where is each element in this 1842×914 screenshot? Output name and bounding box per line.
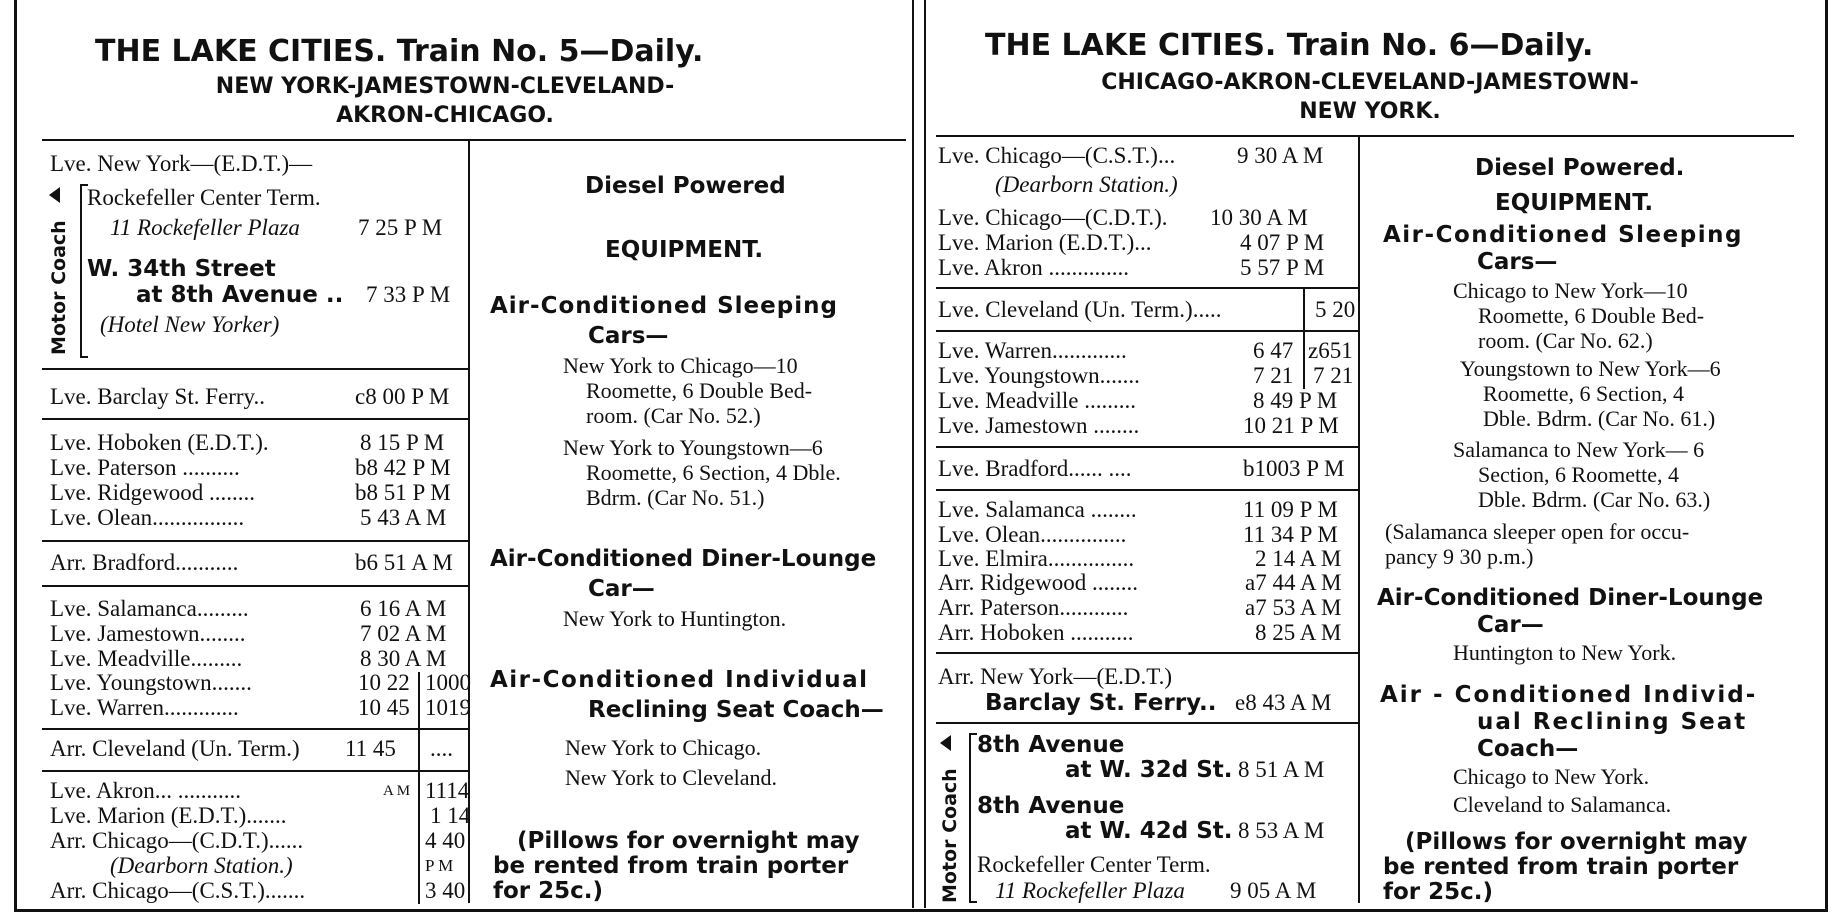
- stop-rockefeller-plaza: 11 Rockefeller Plaza: [995, 878, 1185, 903]
- time-cleveland-alt: ....: [430, 736, 453, 761]
- stop-ridgewood: Arr. Ridgewood ........: [938, 570, 1138, 595]
- sleeping-car-1-cont: Roomette, 6 Double Bed-: [1478, 303, 1705, 328]
- rule: [42, 585, 468, 587]
- sleeping-car-1: Chicago to New York—10: [1453, 278, 1688, 303]
- coach-route-2: New York to Cleveland.: [565, 765, 778, 790]
- time-chicago-cst: 9 30 A M: [1237, 143, 1324, 168]
- sleeping-car-2-cont: Roomette, 6 Section, 4: [1483, 381, 1685, 406]
- rule: [42, 540, 468, 542]
- time-jamestown: 7 02 A M: [360, 621, 447, 646]
- time-marion: 4 07 P M: [1240, 230, 1325, 255]
- column-rule-short: [1303, 289, 1305, 389]
- coach-heading-2: ual Reclining Seat: [1477, 709, 1748, 735]
- train-6-subtitle-line1: CHICAGO-AKRON-CLEVELAND-JAMESTOWN-: [1101, 70, 1639, 95]
- time-chicago-cdt: 10 30 A M: [1210, 205, 1308, 230]
- train-6-column-rule: [1358, 137, 1360, 903]
- diner-route: Huntington to New York.: [1453, 640, 1677, 665]
- stop-chicago-cst: Arr. Chicago—(C.S.T.).......: [50, 878, 306, 903]
- sleeping-car-1-cont2: room. (Car No. 52.): [586, 403, 761, 428]
- rule: [936, 330, 1358, 332]
- train-6-header-rule: [936, 135, 1794, 137]
- stop-akron: Lve. Akron... ...........: [50, 778, 242, 803]
- time-meadville: 8 49 P M: [1253, 388, 1338, 413]
- stop-hoboken: Arr. Hoboken ...........: [938, 620, 1134, 645]
- motor-coach-label: Motor Coach: [939, 768, 961, 903]
- rule: [936, 446, 1358, 448]
- sleeping-car-2: Youngstown to New York—6: [1460, 356, 1721, 381]
- center-divider-left: [912, 0, 914, 908]
- stop-cleveland: Lve. Cleveland (Un. Term.).....: [938, 297, 1222, 322]
- stop-bradford: Arr. Bradford...........: [50, 550, 239, 575]
- rule: [42, 728, 468, 730]
- stop-new-york: Arr. New York—(E.D.T.): [938, 664, 1173, 689]
- time-youngstown-alt: 7 21: [1313, 363, 1354, 388]
- sleeping-car-3: Salamanca to New York— 6: [1453, 437, 1705, 462]
- stop-warren: Lve. Warren.............: [50, 695, 239, 720]
- stop-8th-avenue: at 8th Avenue ..: [136, 282, 344, 308]
- rule: [936, 489, 1358, 491]
- time-w-42d-st: 8 53 A M: [1238, 818, 1325, 843]
- diesel-powered-label: Diesel Powered: [585, 173, 786, 199]
- sleeping-cars-heading-2: Cars—: [1477, 249, 1558, 275]
- time-rockefeller-plaza: 9 05 A M: [1230, 878, 1317, 903]
- diesel-powered-label: Diesel Powered.: [1475, 155, 1685, 181]
- stop-w-34th-street: W. 34th Street: [87, 256, 276, 282]
- sleeping-car-2-cont: Roomette, 6 Section, 4 Dble.: [586, 460, 841, 485]
- coach-route-1: New York to Chicago.: [565, 735, 762, 760]
- train-5-subtitle-line2: AKRON-CHICAGO.: [336, 103, 554, 128]
- stop-8th-avenue-32d: 8th Avenue: [977, 732, 1125, 758]
- stop-cleveland: Arr. Cleveland (Un. Term.): [50, 736, 300, 761]
- stop-marion: Lve. Marion (E.D.T.).......: [50, 803, 287, 828]
- time-ridgewood: a7 44 A M: [1245, 570, 1342, 595]
- time-chicago-cdt: 4 40: [425, 828, 466, 853]
- train-5-subtitle-line1: NEW YORK-JAMESTOWN-CLEVELAND-: [215, 74, 675, 99]
- stop-youngstown: Lve. Youngstown.......: [938, 363, 1140, 388]
- time-akron-alt: 1114: [425, 778, 470, 803]
- stop-jamestown: Lve. Jamestown ........: [938, 413, 1140, 438]
- stop-salamanca: Lve. Salamanca.........: [50, 596, 249, 621]
- stop-w-42d-st: at W. 42d St.: [1065, 818, 1233, 844]
- stop-meadville: Lve. Meadville .........: [938, 388, 1137, 413]
- sleeping-car-1: New York to Chicago—10: [563, 353, 798, 378]
- stop-barclay-ferry: Lve. Barclay St. Ferry..: [50, 384, 266, 409]
- stop-dearborn: (Dearborn Station.): [110, 853, 293, 878]
- time-8th-avenue: 7 33 P M: [366, 282, 451, 307]
- stop-ridgewood: Lve. Ridgewood ........: [50, 480, 256, 505]
- rule: [936, 287, 1358, 289]
- rule: [936, 652, 1358, 654]
- sleeping-car-1-cont: Roomette, 6 Double Bed-: [586, 378, 813, 403]
- stop-warren: Lve. Warren.............: [938, 338, 1127, 363]
- time-barclay-ferry: e8 43 A M: [1235, 690, 1332, 715]
- time-salamanca: 11 09 P M: [1243, 497, 1338, 522]
- column-rule-short: [418, 672, 420, 904]
- stop-chicago-cdt: Lve. Chicago—(C.D.T.).: [938, 205, 1168, 230]
- train-5-title: THE LAKE CITIES. Train No. 5—Daily.: [95, 34, 704, 69]
- rule: [42, 770, 468, 772]
- arrow-left-icon: [940, 735, 951, 751]
- time-youngstown: 7 21: [1253, 363, 1294, 388]
- diner-lounge-heading: Air-Conditioned Diner-Lounge: [490, 546, 877, 572]
- stop-olean: Lve. Olean...............: [938, 522, 1127, 547]
- stop-rockefeller-center: Rockefeller Center Term.: [87, 185, 321, 210]
- time-salamanca: 6 16 A M: [360, 596, 447, 621]
- motor-coach-label: Motor Coach: [48, 220, 70, 355]
- stop-hoboken: Lve. Hoboken (E.D.T.).: [50, 430, 269, 455]
- stop-paterson: Lve. Paterson ..........: [50, 455, 240, 480]
- time-akron: 5 57 P M: [1240, 255, 1325, 280]
- time-paterson: b8 42 P M: [355, 455, 451, 480]
- train-5-header-rule: [42, 139, 906, 141]
- sleeping-car-2-cont2: Bdrm. (Car No. 51.): [586, 485, 765, 510]
- diner-lounge-heading: Air-Conditioned Diner-Lounge: [1377, 585, 1764, 611]
- train-6-title: THE LAKE CITIES. Train No. 6—Daily.: [985, 28, 1594, 63]
- sleeping-cars-heading: Air-Conditioned Sleeping: [1383, 222, 1743, 248]
- pillows-note-1: (Pillows for overnight may: [1405, 829, 1748, 855]
- sleeping-car-2: New York to Youngstown—6: [563, 435, 823, 460]
- time-cleveland: 11 45: [345, 736, 396, 761]
- stop-elmira: Lve. Elmira...............: [938, 546, 1135, 571]
- time-ridgewood: b8 51 P M: [355, 480, 451, 505]
- motor-coach-bracket: [969, 733, 977, 903]
- time-akron: A M: [383, 783, 411, 799]
- equipment-heading: EQUIPMENT.: [605, 237, 764, 263]
- time-warren-alt: 1019: [425, 695, 471, 720]
- center-divider-right: [924, 0, 926, 908]
- time-olean: 5 43 A M: [360, 505, 447, 530]
- coach-route-2: Cleveland to Salamanca.: [1453, 792, 1672, 817]
- stop-jamestown: Lve. Jamestown........: [50, 621, 246, 646]
- time-youngstown: 10 22: [358, 670, 410, 695]
- time-marion: 1 14: [430, 803, 471, 828]
- time-elmira: 2 14 A M: [1255, 546, 1342, 571]
- time-rockefeller-plaza: 7 25 P M: [358, 215, 443, 240]
- equipment-heading: EQUIPMENT.: [1495, 190, 1654, 216]
- time-cleveland: 5 20: [1315, 297, 1356, 322]
- time-olean: 11 34 P M: [1243, 522, 1338, 547]
- stop-olean: Lve. Olean................: [50, 505, 245, 530]
- stop-marion: Lve. Marion (E.D.T.)...: [938, 230, 1152, 255]
- time-hoboken: 8 15 P M: [360, 430, 445, 455]
- pillows-note-2: be rented from train porter: [1383, 854, 1739, 880]
- time-barclay-ferry: c8 00 P M: [355, 384, 450, 409]
- rule: [42, 368, 468, 370]
- stop-paterson: Arr. Paterson............: [938, 595, 1129, 620]
- pillows-note-1: (Pillows for overnight may: [517, 828, 860, 854]
- time-bradford: b6 51 A M: [355, 550, 453, 575]
- sleeping-cars-heading: Air-Conditioned Sleeping: [490, 293, 838, 319]
- rule: [936, 722, 1358, 724]
- stop-barclay-ferry: Barclay St. Ferry..: [985, 690, 1217, 716]
- rule: [42, 418, 468, 420]
- time-warren: 10 45: [358, 695, 410, 720]
- stop-youngstown: Lve. Youngstown.......: [50, 670, 252, 695]
- stop-rockefeller-center: Rockefeller Center Term.: [977, 852, 1211, 877]
- stop-8th-avenue-42d: 8th Avenue: [977, 793, 1125, 819]
- diner-lounge-heading-2: Car—: [588, 576, 655, 602]
- stop-bradford: Lve. Bradford...... ....: [938, 456, 1132, 481]
- sleeping-car-3-cont: Section, 6 Roomette, 4: [1478, 462, 1680, 487]
- time-youngstown-alt: 1000: [425, 670, 471, 695]
- coach-route-1: Chicago to New York.: [1453, 764, 1650, 789]
- arrow-left-icon: [49, 187, 60, 203]
- time-warren: 6 47: [1253, 338, 1294, 363]
- pillows-note-2: be rented from train porter: [493, 853, 849, 879]
- sleeping-cars-heading-2: Cars—: [588, 323, 669, 349]
- time-dearborn-pm: P M: [425, 856, 454, 875]
- coach-heading-3: Coach—: [1477, 736, 1579, 762]
- time-meadville: 8 30 A M: [360, 646, 447, 671]
- pillows-note-3: for 25c.): [1383, 879, 1494, 905]
- stop-chicago-cst: Lve. Chicago—(C.S.T.)...: [938, 143, 1176, 168]
- stop-hotel-new-yorker: (Hotel New Yorker): [100, 312, 280, 337]
- occupancy-note: (Salamanca sleeper open for occu-: [1385, 519, 1690, 544]
- stop-chicago-cdt: Arr. Chicago—(C.D.T.)......: [50, 828, 304, 853]
- train-6-subtitle-line2: NEW YORK.: [1299, 99, 1441, 124]
- coach-heading: Air-Conditioned Individual: [490, 667, 869, 693]
- pillows-note-3: for 25c.): [493, 878, 604, 904]
- time-warren-alt: z651: [1308, 338, 1353, 363]
- stop-akron: Lve. Akron ..............: [938, 255, 1130, 280]
- time-w-32d-st: 8 51 A M: [1238, 757, 1325, 782]
- sleeping-car-2-cont2: Dble. Bdrm. (Car No. 61.): [1483, 406, 1716, 431]
- coach-heading: Air - Conditioned Individ-: [1380, 682, 1758, 708]
- time-hoboken: 8 25 A M: [1255, 620, 1342, 645]
- diner-lounge-heading-2: Car—: [1477, 612, 1544, 638]
- stop-meadville: Lve. Meadville.........: [50, 646, 243, 671]
- occupancy-note-cont: pancy 9 30 p.m.): [1385, 544, 1534, 569]
- stop-salamanca: Lve. Salamanca ........: [938, 497, 1137, 522]
- stop-new-york: Lve. New York—(E.D.T.)—: [50, 151, 313, 176]
- stop-rockefeller-plaza: 11 Rockefeller Plaza: [110, 215, 300, 240]
- diner-route: New York to Huntington.: [563, 606, 787, 631]
- time-bradford: b1003 P M: [1243, 456, 1345, 481]
- stop-w-32d-st: at W. 32d St.: [1065, 757, 1233, 783]
- stop-dearborn: (Dearborn Station.): [995, 172, 1178, 197]
- time-jamestown: 10 21 P M: [1243, 413, 1339, 438]
- sleeping-car-3-cont2: Dble. Bdrm. (Car No. 63.): [1478, 487, 1711, 512]
- time-chicago-cst: 3 40: [425, 878, 466, 903]
- time-paterson: a7 53 A M: [1245, 595, 1342, 620]
- coach-heading-2: Reclining Seat Coach—: [588, 697, 884, 723]
- sleeping-car-1-cont2: room. (Car No. 62.): [1478, 328, 1653, 353]
